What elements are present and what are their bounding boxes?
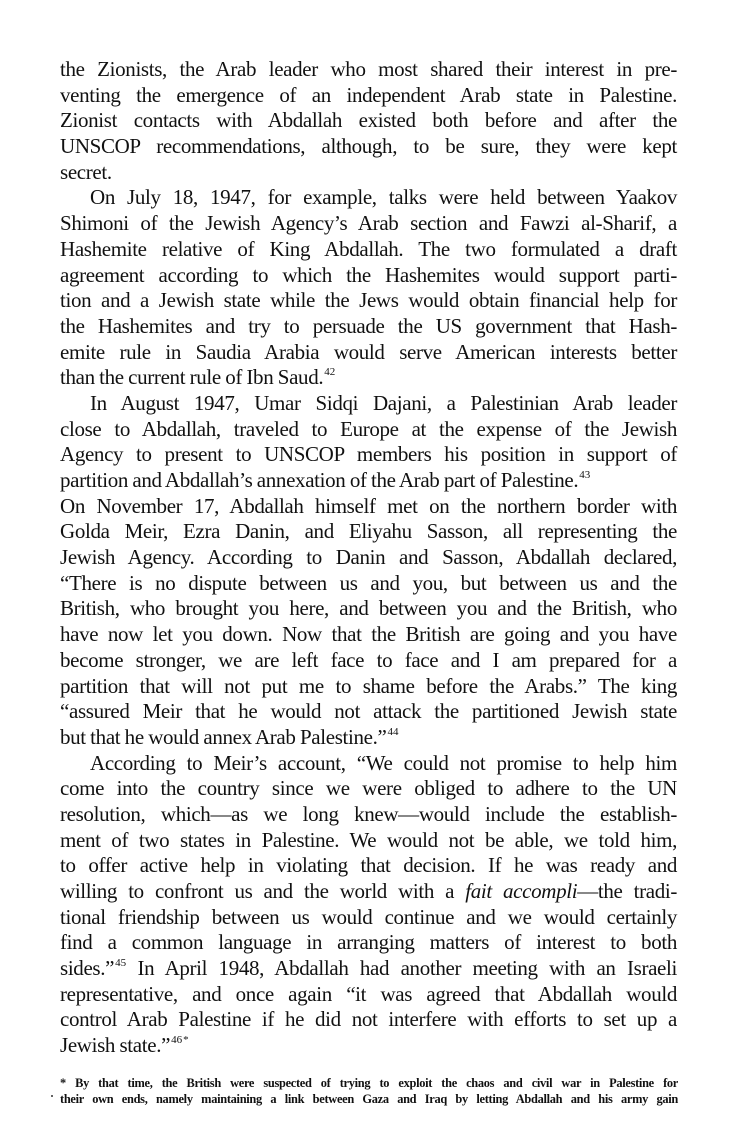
text-line: control Arab Palestine if he did not interfere with efforts to set up a: [60, 1007, 677, 1032]
text-fragment: willing to confront us and the world with a: [60, 879, 466, 903]
text-line: Golda Meir, Ezra Danin, and Eliyahu Sasson, all representing the: [60, 519, 677, 544]
text-line: partition that will not put me to shame before the Arabs.” The king: [60, 673, 677, 698]
text-line: ment of two states in Palestine. We would not be able, we told him,: [60, 827, 677, 852]
footnote-ref-46[interactable]: 46: [171, 1034, 183, 1047]
text-line: resolution, which—as we long knew—would include the establish-: [60, 801, 677, 826]
italic-phrase: fait accompli: [465, 879, 578, 903]
footnote-ref-42[interactable]: 42: [324, 366, 336, 379]
text-line: secret.: [60, 159, 112, 184]
text-line: In August 1947, Umar Sidqi Dajani, a Palestinian Arab leader: [90, 390, 677, 415]
text-line: [60, 468, 677, 494]
footnote-ref-star[interactable]: *: [183, 1034, 189, 1047]
text-line: the Hashemites and try to persuade the US government that Hash-: [60, 313, 677, 338]
text-fragment: sides.”: [60, 956, 115, 981]
text-line: On July 18, 1947, for example, talks were held between Yaakov: [90, 185, 677, 210]
text-line: come into the country since we were obliged to adhere to the UN: [60, 776, 677, 801]
text-line: [60, 365, 677, 391]
stray-mark: [51, 1095, 53, 1097]
text-fragment: In April 1948, Abdallah had another meeting with an Israeli: [126, 956, 677, 981]
text-line: agreement according to which the Hashemites would support parti-: [60, 262, 677, 287]
paragraph-3: [60, 391, 677, 751]
text-line: On November 17, Abdallah himself met on the northern border with: [60, 493, 677, 518]
text-line: Agency to present to UNSCOP members his position in support of: [60, 442, 677, 467]
text-line: [60, 956, 677, 982]
text-fragment: partition and Abdallah’s annexation of the Arab part of Palestine.: [60, 468, 579, 492]
paragraph-4: [60, 751, 677, 1059]
text-fragment: Jewish state.”: [60, 1033, 171, 1058]
text-line: According to Meir’s account, “We could not promise to help him: [90, 750, 677, 775]
text-line: venting the emergence of an independent Arab state in Palestine.: [60, 82, 677, 107]
text-line: Shimoni of the Jewish Agency’s Arab section and Fawzi al-Sharif, a: [60, 211, 677, 236]
text-line: UNSCOP recommendations, although, to be sure, they were kept: [60, 134, 677, 159]
text-line: become stronger, we are left face to face and I am prepared for a: [60, 647, 677, 672]
text-line: British, who brought you here, and between you and the British, who: [60, 596, 677, 621]
footnote-line: * By that time, the British were suspected of trying to exploit the chaos and civil war in Palestine for: [60, 1076, 678, 1090]
footnote-ref-45[interactable]: 45: [115, 957, 127, 970]
text-fragment: —the tradi-: [577, 879, 677, 903]
paragraph-1: [60, 57, 677, 185]
text-line: tion and a Jewish state while the Jews would obtain financial help for: [60, 288, 677, 313]
text-line: to offer active help in violating that decision. If he was ready and: [60, 853, 677, 878]
text-fragment: but that he would annex Arab Palestine.”: [60, 724, 387, 749]
text-line: find a common language in arranging matters of interest to both: [60, 930, 677, 955]
footnote-ref-44[interactable]: 44: [387, 725, 399, 738]
text-line: [60, 879, 677, 905]
text-line: [60, 725, 677, 751]
footnote-line: their own ends, namely maintaining a link between Gaza and Iraq by letting Abdallah and his army gain: [60, 1092, 678, 1106]
text-line: “There is no dispute between us and you, but between us and the: [60, 570, 677, 595]
page-body: [60, 57, 677, 1059]
text-line: “assured Meir that he would not attack the partitioned Jewish state: [60, 699, 677, 724]
footnote: [60, 1075, 678, 1107]
text-fragment: than the current rule of Ibn Saud.: [60, 365, 324, 390]
text-line: Hashemite relative of King Abdallah. The two formulated a draft: [60, 236, 677, 261]
text-line: Jewish Agency. According to Danin and Sasson, Abdallah declared,: [60, 545, 677, 570]
text-line: close to Abdallah, traveled to Europe at the expense of the Jewish: [60, 416, 677, 441]
text-line: tional friendship between us would continue and we would certainly: [60, 904, 677, 929]
text-line: [60, 1033, 677, 1059]
text-line: Zionist contacts with Abdallah existed both before and after the: [60, 108, 677, 133]
text-line: have now let you down. Now that the British are going and you have: [60, 622, 677, 647]
footnote-ref-43[interactable]: 43: [579, 469, 591, 481]
paragraph-2: [60, 185, 677, 391]
text-line: emite rule in Saudia Arabia would serve American interests better: [60, 339, 677, 364]
text-line: representative, and once again “it was agreed that Abdallah would: [60, 981, 677, 1006]
text-line: the Zionists, the Arab leader who most shared their interest in pre-: [60, 57, 677, 81]
